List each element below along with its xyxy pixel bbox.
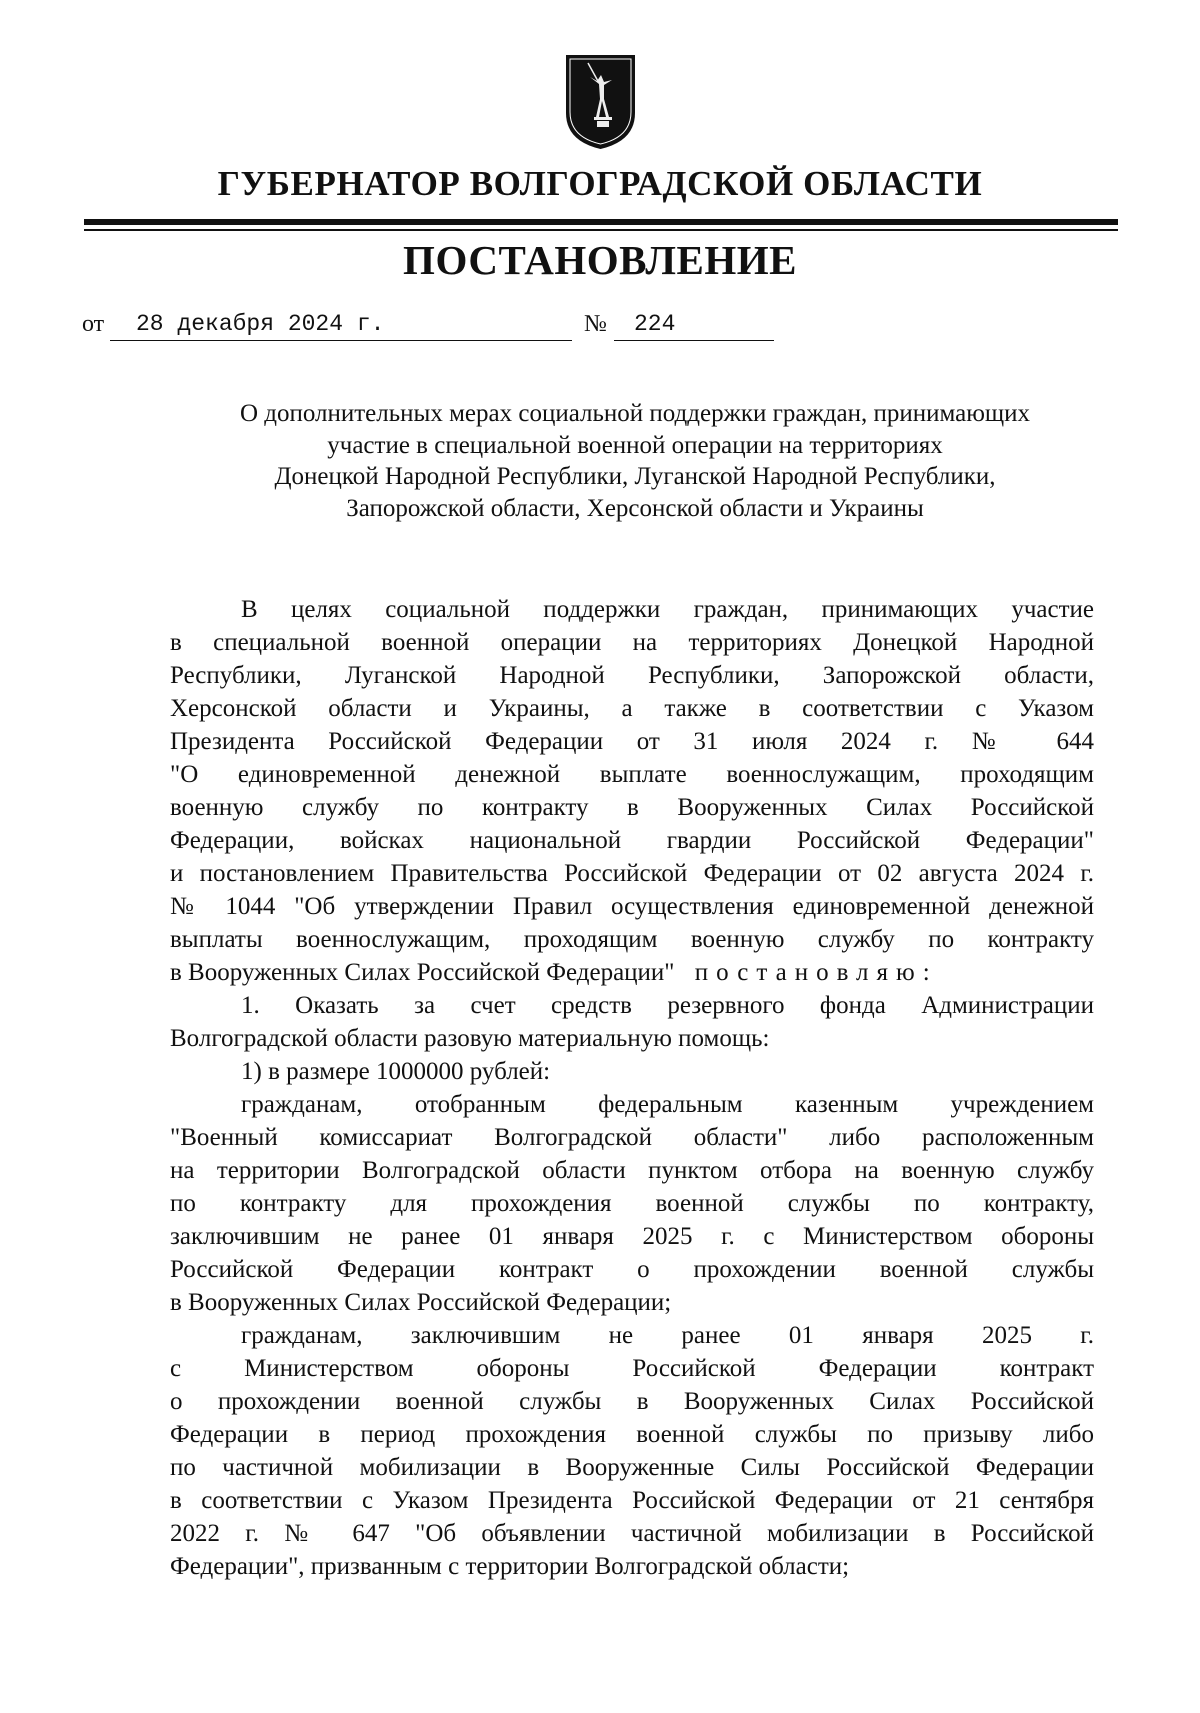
body-line: Федерации, войсках национальной гвардии Российской Федерации" bbox=[170, 827, 1094, 854]
header-divider-thin bbox=[84, 229, 1118, 231]
body-line: "Военный комиссариат Волгоградской области" либо расположенным bbox=[170, 1124, 1094, 1151]
body-line: выплаты военнослужащим, проходящим военную службу по контракту bbox=[170, 926, 1094, 953]
date-prefix: от bbox=[82, 311, 105, 337]
body-line: № 1044 "Об утверждении Правил осуществления единовременной денежной bbox=[170, 893, 1094, 920]
body-line: гражданам, заключившим не ранее 01 января 2025 г. bbox=[241, 1322, 1094, 1349]
body-line: военную службу по контракту в Вооруженных Силах Российской bbox=[170, 794, 1094, 821]
body-line: 1) в размере 1000000 рублей: bbox=[241, 1058, 551, 1085]
body-line: о прохождении военной службы в Вооруженных Силах Российской bbox=[170, 1388, 1094, 1415]
body-line: заключившим не ранее 01 января 2025 г. с Министерством обороны bbox=[170, 1223, 1094, 1250]
date-number-line bbox=[82, 308, 702, 340]
body-line: Федерации", призванным с территории Волгоградской области; bbox=[170, 1553, 850, 1580]
body-line: Республики, Луганской Народной Республики, Запорожской области, bbox=[170, 662, 1094, 689]
title-line: О дополнительных мерах социальной поддержки граждан, принимающих bbox=[239, 400, 1031, 427]
body-line: с Министерством обороны Российской Федерации контракт bbox=[170, 1355, 1094, 1382]
document-body bbox=[170, 593, 1094, 1583]
document-number: 224 bbox=[614, 308, 774, 341]
body-line: Российской Федерации контракт о прохождении военной службы bbox=[170, 1256, 1094, 1283]
document-type: ПОСТАНОВЛЕНИЕ bbox=[403, 237, 797, 283]
body-line: Федерации в период прохождения военной службы по призыву либо bbox=[170, 1421, 1094, 1448]
document-date: 28 декабря 2024 г. bbox=[110, 308, 572, 341]
issuing-authority: ГУБЕРНАТОР ВОЛГОГРАДСКОЙ ОБЛАСТИ bbox=[217, 164, 983, 203]
body-line: в специальной военной операции на территориях Донецкой Народной bbox=[170, 629, 1094, 656]
body-line: в соответствии с Указом Президента Российской Федерации от 21 сентября bbox=[170, 1487, 1094, 1514]
body-line: по частичной мобилизации в Вооруженные Силы Российской Федерации bbox=[170, 1454, 1094, 1481]
coat-of-arms-icon bbox=[566, 55, 635, 149]
title-line: Донецкой Народной Республики, Луганской Народной Республики, bbox=[274, 463, 996, 490]
body-line: Президента Российской Федерации от 31 июля 2024 г. № 644 bbox=[170, 728, 1094, 755]
volgograd-emblem-icon bbox=[566, 55, 635, 149]
header-divider-thick bbox=[84, 219, 1118, 225]
body-line: 1. Оказать за счет средств резервного фонда Администрации bbox=[241, 992, 1094, 1019]
document-title bbox=[0, 398, 1200, 524]
body-line: и постановлением Правительства Российской Федерации от 02 августа 2024 г. bbox=[170, 860, 1094, 887]
body-line: гражданам, отобранным федеральным казенным учреждением bbox=[241, 1091, 1094, 1118]
body-line: в Вооруженных Силах Российской Федерации; bbox=[170, 1289, 672, 1316]
body-line: "О единовременной денежной выплате военнослужащим, проходящим bbox=[170, 761, 1094, 788]
body-line: в Вооруженных Силах Российской Федерации" bbox=[170, 959, 675, 986]
body-line: на территории Волгоградской области пунктом отбора на военную службу bbox=[170, 1157, 1094, 1184]
title-line: участие в специальной военной операции на территориях bbox=[327, 431, 943, 459]
number-prefix: № bbox=[584, 311, 607, 337]
resolve-word: постановляю: bbox=[694, 959, 938, 986]
body-line: по контракту для прохождения военной службы по контракту, bbox=[170, 1190, 1094, 1217]
body-line: Херсонской области и Украины, а также в соответствии с Указом bbox=[170, 695, 1094, 722]
title-line: Запорожской области, Херсонской области и Украины bbox=[346, 494, 924, 522]
body-line: Волгоградской области разовую материальную помощь: bbox=[170, 1025, 770, 1052]
body-line: В целях социальной поддержки граждан, принимающих участие bbox=[241, 596, 1094, 623]
body-line-with-resolve bbox=[170, 956, 1094, 989]
body-line: 2022 г. № 647 "Об объявлении частичной мобилизации в Российской bbox=[170, 1520, 1094, 1547]
